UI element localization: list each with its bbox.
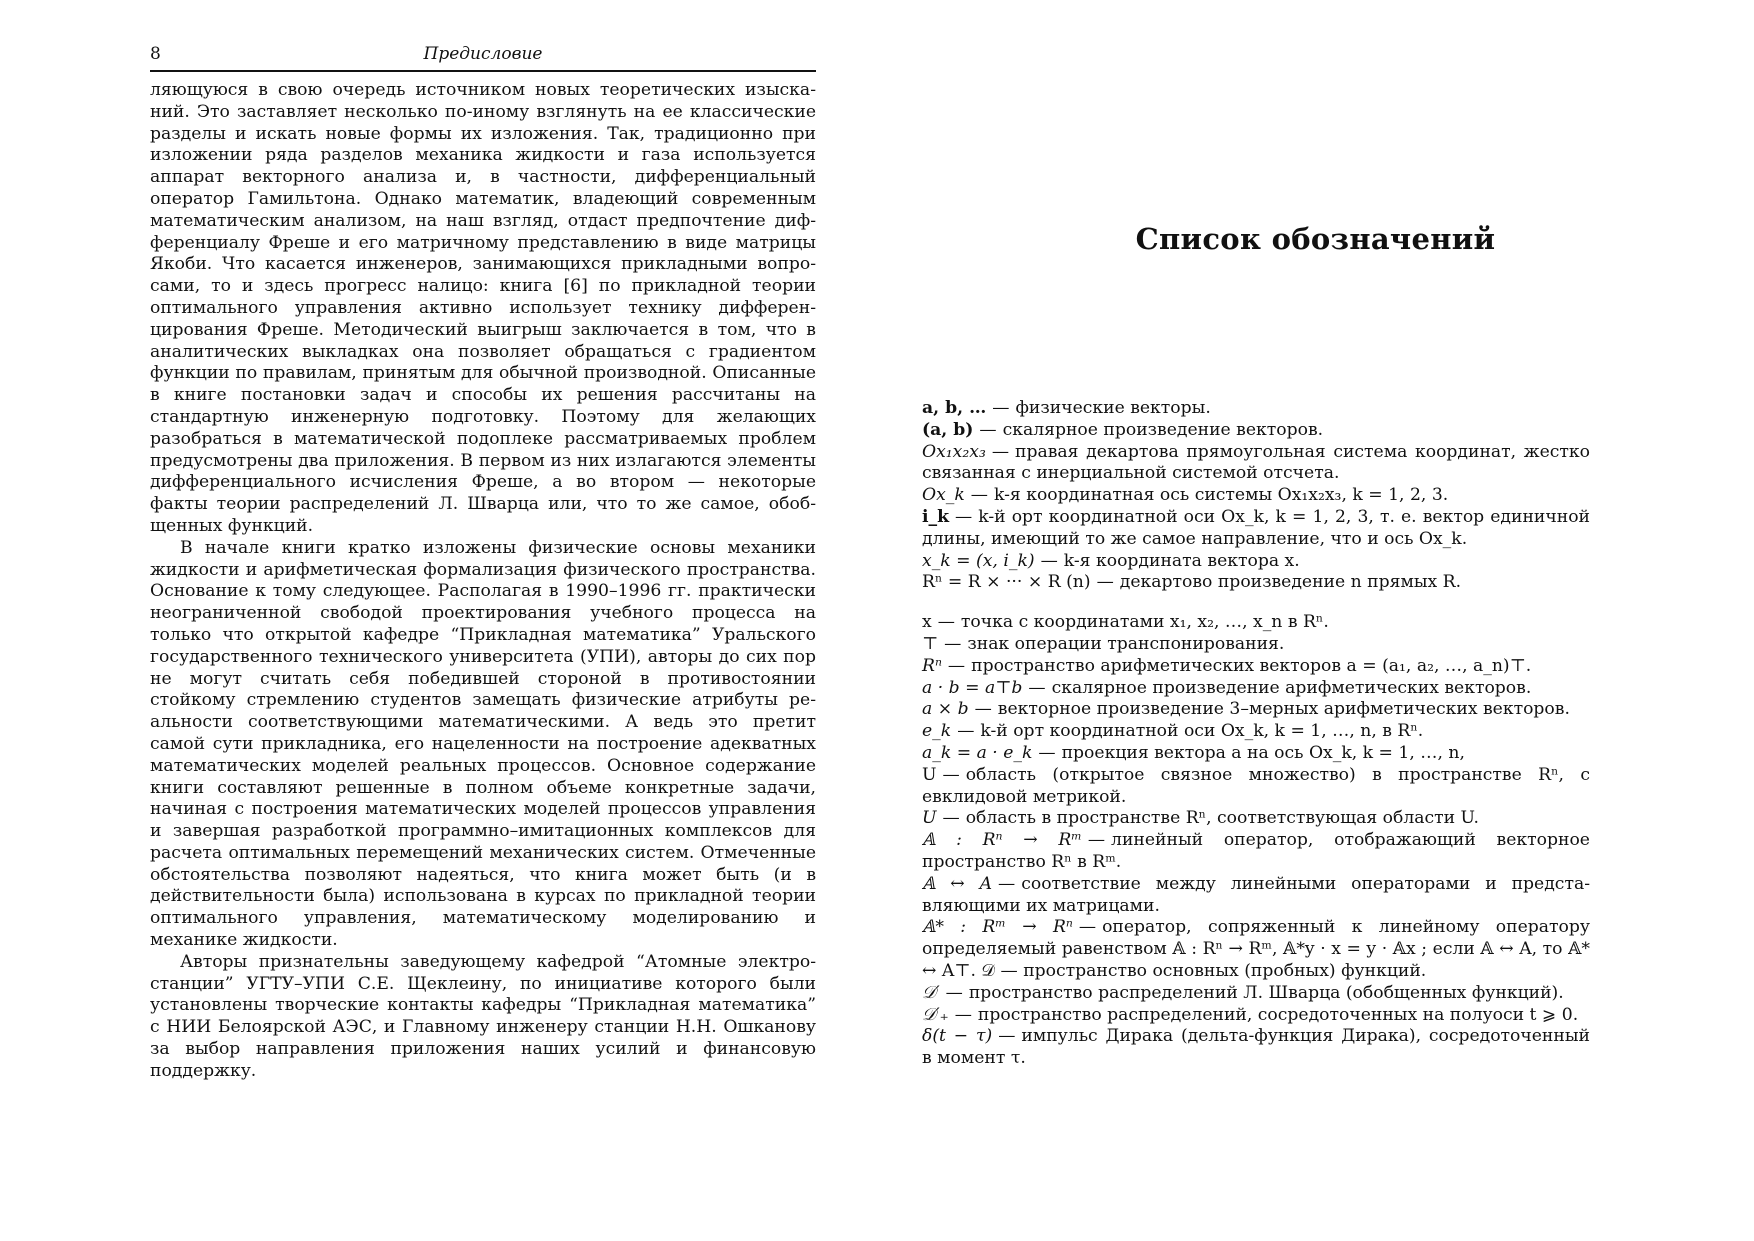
notation-item: U — область (открытое связное множество) в пространстве Rⁿ, с евклидовой метрикой.: [922, 764, 1590, 807]
notation-item: x_k = (x, i_k) — k-я координата вектора x.: [922, 550, 1300, 571]
notation-symbol: U: [922, 808, 937, 829]
notation-item: Rⁿ = R × ··· × R (n) — декартово произведение n прямых R.: [922, 572, 1462, 593]
paragraph: ляющуюся в свою очередь источником новых теоретических изысканий. Это заставляет несколько по-иному взглянуть на ее классические разделы и искать новые формы их изложения. Так, традиционно при изложении ряда разделов механика жидкости и газа используется аппарат векторного анализа и, в частности, дифференциальный оператор Гамильтона. Однако математик, владеющий современным математическим анализом, на наш взгляд, отдаст предпочтение дифференциалу Фреше и его матричному представлению в виде матрицы Якоби. Что касается инженеров, занимающихся прикладными вопросами, то и здесь прогресс налицо: книга [6] по прикладной теории оптимального управления активно использует технику дифференцирования Фреше. Методический выигрыш заключается в том, что в аналитических выкладках она позволяет обращаться с градиентом функции по правилам, принятым для обычной производной. Описанные в книге постановки задач и способы их решения рассчитаны на стандартную инженерную подготовку. Поэтому для желающих разобраться в математической подоплеке рассматриваемых проблем предусмотрены два приложения. В первом из них излагаются элементы дифференциального исчисления Фреше, а во втором — некоторые факты теории распределений Л. Шварца или, что то же самое, обобщенных функций.: [150, 80, 816, 536]
notation-symbol: 𝔸 ↔ A: [922, 873, 993, 894]
notation-symbol: a_k = a · e_k: [922, 742, 1033, 763]
notation-item: Ox₁x₂x₃ — правая декартова прямоугольная система координат, жестко связанная с инерциальной системой отсчета.: [922, 441, 1590, 484]
notation-symbol: 𝔸* : Rᵐ → Rⁿ: [922, 917, 1073, 938]
page-number: 8: [150, 44, 161, 64]
notation-list: [922, 398, 1590, 1070]
notation-description: область в пространстве Rⁿ, соответствующая области U.: [965, 808, 1479, 829]
notation-symbol: U: [922, 764, 937, 785]
notation-description: k-я координатная ось системы Ox₁x₂x₃, k = 1, 2, 3.: [993, 485, 1449, 506]
notation-item: a · b = a⊤b — скалярное произведение арифметических векторов.: [922, 677, 1532, 698]
notation-symbol: e_k: [922, 721, 952, 742]
right-page: [877, 0, 1754, 1241]
notation-description: пространство распределений Л. Шварца (обобщенных функций).: [968, 982, 1564, 1003]
section-title: Список обозначений: [1135, 222, 1496, 256]
notation-item: 𝔸* : Rᵐ → Rⁿ — оператор, сопряженный к линейному оператору определяемый равенством 𝔸 : Rⁿ → Rᵐ, 𝔸*y · x = y · 𝔸x ; если 𝔸 ↔ A, то 𝔸* ↔ A⊤. 𝒟 — пространство основных (пробных) функций.: [922, 917, 1590, 981]
running-head: [150, 42, 816, 72]
notation-item: ⊤ — знак операции транспонирования.: [922, 633, 1285, 654]
notation-symbol: i_k: [922, 506, 950, 527]
notation-description: k-я координата вектора x.: [1063, 550, 1300, 571]
notation-description: скалярное произведение арифметических векторов.: [1051, 677, 1532, 698]
notation-description: скалярное произведение векторов.: [1002, 419, 1324, 440]
notation-symbol: a × b: [922, 699, 969, 720]
notation-item: i_k — k-й орт координатной оси Ox_k, k = 1, 2, 3, т. е. вектор единичной длины, имеющий то же самое направление, что и ось Ox_k.: [922, 506, 1590, 549]
notation-symbol: a, b, …: [922, 398, 987, 418]
notation-item: a_k = a · e_k — проекция вектора a на ось Ox_k, k = 1, …, n,: [922, 742, 1465, 763]
notation-symbol: ⊤: [922, 633, 939, 654]
notation-symbol: δ(t − τ): [922, 1026, 993, 1047]
notation-item: Ox_k — k-я координатная ось системы Ox₁x₂x₃, k = 1, 2, 3.: [922, 485, 1449, 506]
notation-symbol: Rⁿ: [922, 655, 942, 676]
notation-symbol: Rⁿ = R × ··· × R (n): [922, 572, 1091, 593]
notation-item: a, b, … — физические векторы.: [922, 398, 1211, 418]
notation-symbol: x: [922, 612, 932, 633]
notation-description: декартово произведение n прямых R.: [1119, 572, 1462, 593]
notation-symbol: Ox₁x₂x₃: [922, 441, 986, 462]
notation-item: 𝔸 : Rⁿ → Rᵐ — линейный оператор, отображающий векторное пространство Rⁿ в Rᵐ.: [922, 830, 1590, 872]
notation-description: знак операции транспонирования.: [967, 633, 1285, 654]
notation-description: пространство арифметических векторов a = (a₁, a₂, …, a_n)⊤.: [971, 655, 1532, 676]
notation-description: физические векторы.: [1015, 398, 1211, 418]
notation-description: точка с координатами x₁, x₂, …, x_n в Rⁿ.: [960, 612, 1329, 633]
notation-item: 𝔸 ↔ A — соответствие между линейными операторами и представляющими их матрицами.: [922, 873, 1591, 916]
running-title: Предисловие: [423, 44, 543, 64]
notation-description: векторное произведение 3–мерных арифметических векторов.: [997, 699, 1570, 720]
notation-description: проекция вектора a на ось Ox_k, k = 1, …, n,: [1061, 742, 1465, 763]
notation-symbol: 𝒟′₊: [922, 1004, 949, 1025]
notation-description: оператор, сопряженный к линейному оператору определяемый равенством 𝔸 : Rⁿ → Rᵐ, 𝔸*y · x = y · 𝔸x ; если 𝔸 ↔ A, то 𝔸* ↔ A⊤. 𝒟 — пространство основных (пробных) функций.: [922, 917, 1590, 981]
notation-item: Rⁿ — пространство арифметических векторов a = (a₁, a₂, …, a_n)⊤.: [922, 655, 1532, 676]
paragraph: В начале книги кратко изложены физические основы механики жидкости и арифметическая формализация физического пространства. Основание к тому следующее. Располагая в 1990–1996 гг. практически неограниченной свободой проектирования учебного процесса на только что открытой кафедре “Прикладная математика” Уральского государственного технического университета (УПИ), авторы до сих пор не могут считать себя победившей стороной в противостоянии стойкому стремлению студентов замещать физические атрибуты реальности соответствующими математическими. А ведь это претит самой сути прикладника, его нацеленности на построение адекватных математических моделей реальных процессов. Основное содержание книги составляют решенные в полном объеме конкретные задачи, начиная с построения математических моделей процессов управления и завершая разработкой программно–имитационных комплексов для расчета оптимальных перемещений механических систем. Отмеченные обстоятельства позволяют надеяться, что книга может быть (и в действительности была) использована в курсах по прикладной теории оптимального управления, математическому моделированию и механике жидкости.: [150, 537, 816, 951]
notation-symbol: x_k = (x, i_k): [922, 550, 1035, 571]
notation-description: k-й орт координатной оси Ox_k, k = 1, …, n, в Rⁿ.: [980, 721, 1424, 742]
notation-item: x — точка с координатами x₁, x₂, …, x_n в Rⁿ.: [922, 612, 1329, 633]
notation-item: U — область в пространстве Rⁿ, соответствующая области U.: [922, 808, 1479, 829]
notation-item: 𝒟′₊ — пространство распределений, сосредоточенных на полуоси t ⩾ 0.: [922, 1004, 1579, 1025]
paragraph: Авторы признательны заведующему кафедрой “Атомные электростанции” УГТУ–УПИ С.Е. Щеклеину, по инициативе которого были установлены творческие контакты кафедры “Прикладная математика” с НИИ Белоярской АЭС, и Главному инженеру станции Н.Н. Ошканову за выбор направления приложения наших усилий и финансовую поддержку.: [150, 951, 816, 1081]
notation-item: a × b — векторное произведение 3–мерных арифметических векторов.: [922, 699, 1570, 720]
notation-description: пространство распределений, сосредоточенных на полуоси t ⩾ 0.: [977, 1004, 1579, 1025]
notation-item: e_k — k-й орт координатной оси Ox_k, k = 1, …, n, в Rⁿ.: [922, 721, 1424, 742]
notation-description: линейный оператор, отображающий векторное пространство Rⁿ в Rᵐ.: [922, 830, 1590, 872]
body-text: [150, 80, 816, 1083]
notation-description: правая декартова прямоугольная система координат, жестко связанная с инерциальной системой отсчета.: [922, 441, 1590, 484]
notation-symbol: Ox_k: [922, 485, 965, 506]
notation-symbol: (a, b): [922, 419, 974, 440]
notation-symbol: a · b = a⊤b: [922, 677, 1023, 698]
notation-description: k-й орт координатной оси Ox_k, k = 1, 2, 3, т. е. вектор единичной длины, имеющий то же самое направление, что и ось Ox_k.: [922, 506, 1590, 549]
notation-description: импульс Дирака (дельта-функция Дирака), сосредоточенный в момент τ.: [922, 1026, 1590, 1069]
notation-item: δ(t − τ) — импульс Дирака (дельта-функция Дирака), сосредоточенный в момент τ.: [922, 1026, 1590, 1069]
notation-description: область (открытое связное множество) в пространстве Rⁿ, с евклидовой метрикой.: [922, 764, 1590, 807]
notation-description: соответствие между линейными операторами и представляющими их матрицами.: [922, 873, 1591, 916]
notation-symbol: 𝒟′: [922, 982, 940, 1003]
notation-item: 𝒟′ — пространство распределений Л. Шварца (обобщенных функций).: [922, 982, 1564, 1003]
notation-item: (a, b) — скалярное произведение векторов.: [922, 419, 1324, 440]
notation-symbol: 𝔸 : Rⁿ → Rᵐ: [922, 830, 1082, 851]
